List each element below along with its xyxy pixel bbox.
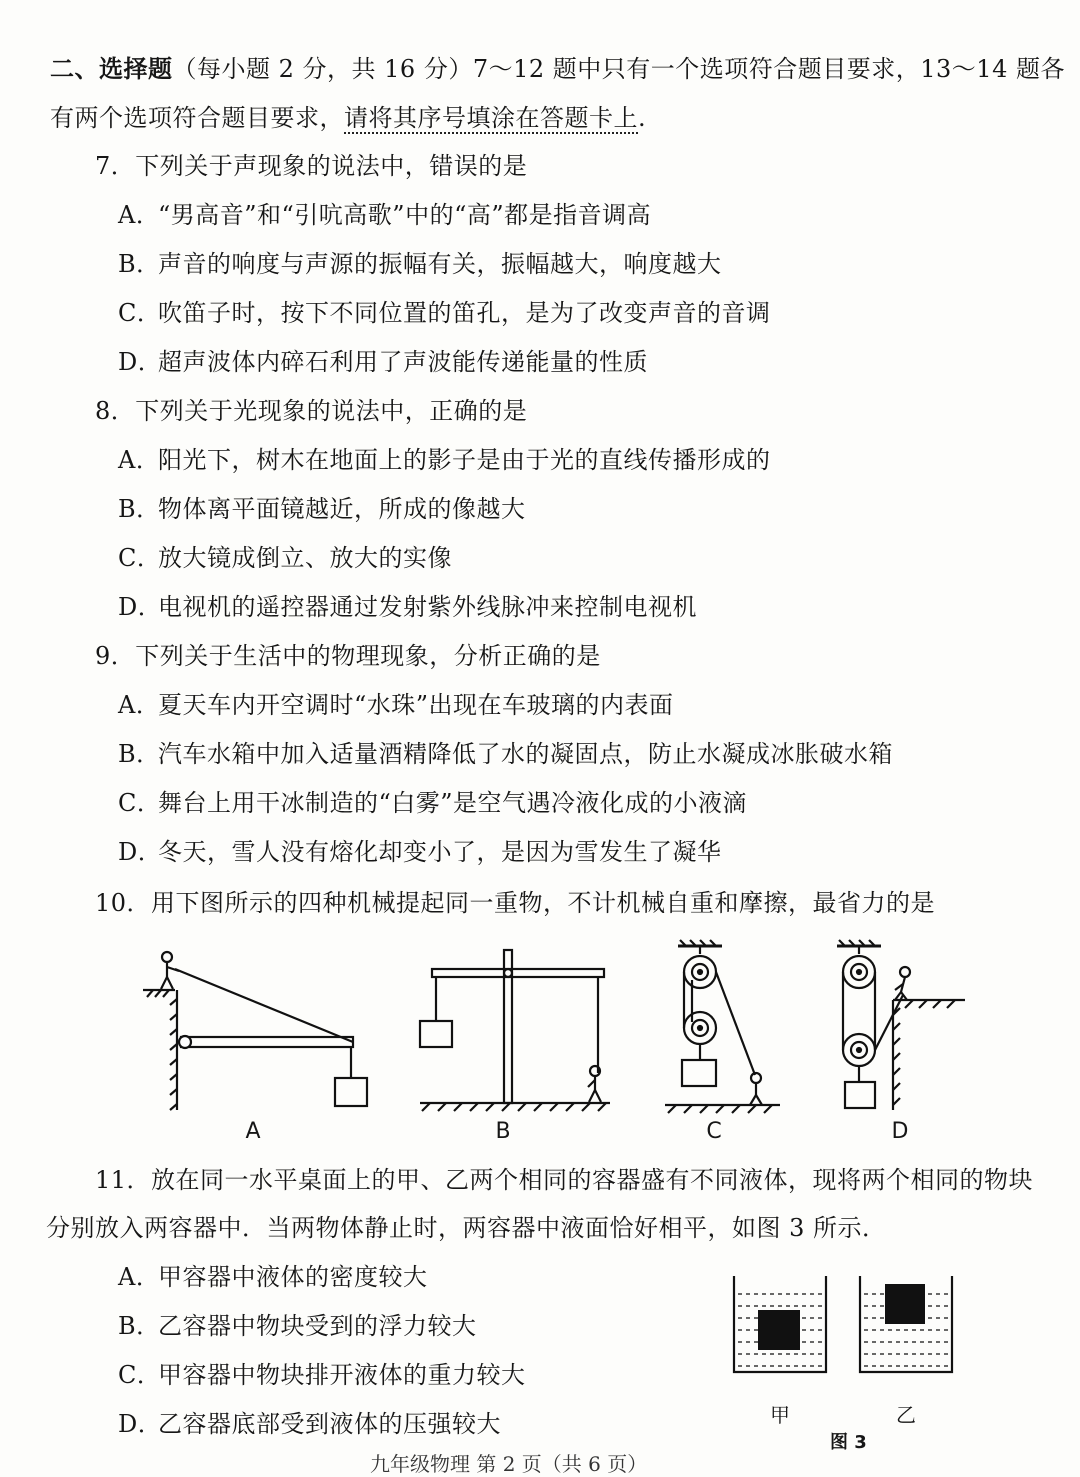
container-label-jia: 甲 <box>770 1403 790 1427</box>
section-instructions-cont: 有两个选项符合题目要求， <box>50 104 344 132</box>
machine-figure-b <box>410 945 620 1115</box>
question-9-stem: 9．下列关于生活中的物理现象，分析正确的是 <box>95 642 601 670</box>
machine-figure-a <box>135 945 375 1115</box>
question-11-stem-line1: 11．放在同一水平桌面上的甲、乙两个相同的容器盛有不同液体，现将两个相同的物块 <box>95 1166 1034 1194</box>
question-11-stem-line2: 分别放入两容器中．当两物体静止时，两容器中液面恰好相平，如图 3 所示． <box>46 1214 887 1242</box>
question-11-option-b: B．乙容器中物块受到的浮力较大 <box>118 1312 477 1340</box>
question-7-stem: 7．下列关于声现象的说法中，错误的是 <box>95 152 528 180</box>
question-11-option-d: D．乙容器底部受到液体的压强较大 <box>118 1410 501 1438</box>
question-9-option-b: B．汽车水箱中加入适量酒精降低了水的凝固点，防止水凝成冰胀破水箱 <box>118 740 893 768</box>
instruction-period: . <box>638 104 647 132</box>
question-11-option-a: A．甲容器中液体的密度较大 <box>118 1263 428 1291</box>
machine-figure-c <box>660 940 790 1120</box>
figure-label-d: D <box>891 1119 909 1144</box>
question-9-option-d: D．冬天，雪人没有熔化却变小了，是因为雪发生了凝华 <box>118 838 722 866</box>
question-8-option-d: D．电视机的遥控器通过发射紫外线脉冲来控制电视机 <box>118 593 697 621</box>
container-label-yi: 乙 <box>896 1403 916 1427</box>
question-11-option-c: C．甲容器中物块排开液体的重力较大 <box>118 1361 526 1389</box>
section-instructions: （每小题 2 分，共 16 分）7～12 题中只有一个选项符合题目要求，13～14 题各 <box>172 55 1065 83</box>
question-8-option-c: C．放大镜成倒立、放大的实像 <box>118 544 452 572</box>
question-8-option-b: B．物体离平面镜越近，所成的像越大 <box>118 495 526 523</box>
figure-label-a: A <box>245 1119 261 1144</box>
page-footer: 九年级物理 第 2 页（共 6 页） <box>370 1452 648 1476</box>
question-7-option-b: B．声音的响度与声源的振幅有关，振幅越大，响度越大 <box>118 250 722 278</box>
figure-3-caption: 图 3 <box>830 1432 867 1453</box>
question-7-option-a: A．“男高音”和“引吭高歌”中的“高”都是指音调高 <box>118 201 652 229</box>
question-9-option-c: C．舞台上用干冰制造的“白雾”是空气遇冷液化成的小液滴 <box>118 789 748 817</box>
question-10-stem: 10．用下图所示的四种机械提起同一重物，不计机械自重和摩擦，最省力的是 <box>95 889 936 917</box>
section-header-line2 <box>50 103 646 133</box>
emphasized-instruction: 请将其序号填涂在答题卡上 <box>344 104 638 132</box>
container-figure <box>730 1272 960 1377</box>
section-header-line1 <box>50 54 1065 84</box>
machine-figure-d <box>825 940 970 1120</box>
question-7-option-d: D．超声波体内碎石利用了声波能传递能量的性质 <box>118 348 648 376</box>
figure-label-b: B <box>495 1119 511 1144</box>
question-9-option-a: A．夏天车内开空调时“水珠”出现在车玻璃的内表面 <box>118 691 674 719</box>
question-8-option-a: A．阳光下，树木在地面上的影子是由于光的直线传播形成的 <box>118 446 771 474</box>
question-8-stem: 8．下列关于光现象的说法中，正确的是 <box>95 397 528 425</box>
question-7-option-c: C．吹笛子时，按下不同位置的笛孔，是为了改变声音的音调 <box>118 299 771 327</box>
figure-label-c: C <box>706 1119 722 1144</box>
section-title: 二、选择题 <box>50 54 173 83</box>
